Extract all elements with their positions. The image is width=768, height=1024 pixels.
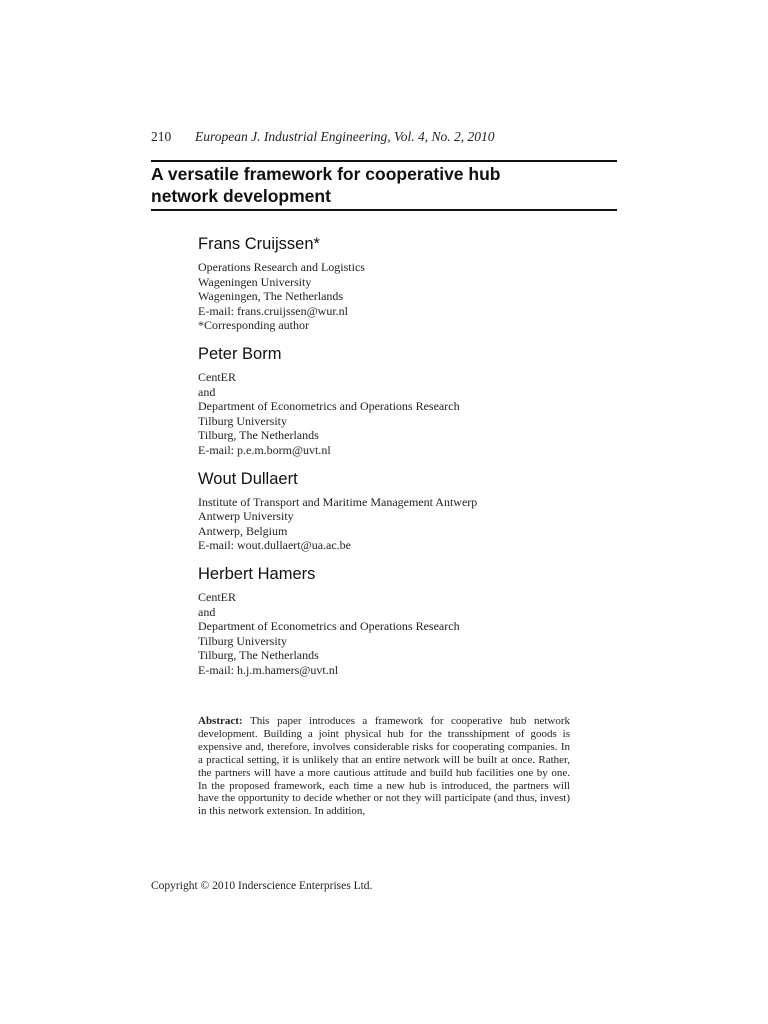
copyright-notice: Copyright © 2010 Inderscience Enterprises Ltd. xyxy=(151,880,373,892)
affiliation-line: and xyxy=(198,604,216,619)
author-block xyxy=(198,468,618,553)
abstract xyxy=(198,715,570,818)
author-name: Peter Borm xyxy=(198,344,282,363)
title-line-1: A versatile framework for cooperative hub xyxy=(151,164,501,184)
author-email: E-mail: h.j.m.hamers@uvt.nl xyxy=(198,662,339,677)
title-top-rule xyxy=(151,160,617,162)
affiliation-line: Operations Research and Logistics xyxy=(198,260,365,274)
author-email: E-mail: p.e.m.borm@uvt.nl xyxy=(198,442,331,457)
author-block xyxy=(198,233,618,333)
affiliation-line: Tilburg University xyxy=(198,633,288,648)
affiliation-line: CentER xyxy=(198,589,236,604)
journal-citation: European J. Industrial Engineering, Vol. 4, No. 2, 2010 xyxy=(195,129,495,144)
author-name: Herbert Hamers xyxy=(198,564,316,583)
affiliation-line: Antwerp, Belgium xyxy=(198,523,288,538)
page-number: 210 xyxy=(151,129,172,144)
affiliation-line: Department of Econometrics and Operations Research xyxy=(198,399,460,414)
affiliation-line: and xyxy=(198,384,216,399)
title-bottom-rule xyxy=(151,209,617,211)
author-name: Frans Cruijssen* xyxy=(198,235,320,253)
affiliation-line: Institute of Transport and Maritime Management Antwerp xyxy=(198,494,478,509)
author-email: E-mail: wout.dullaert@ua.ac.be xyxy=(198,538,351,553)
abstract-text: This paper introduces a framework for cooperative hub network development. Building a joint physical hub for the transshipment of goods is expensive and, therefore, involves considerable risks for cooperating companies. In a practical setting, it is unlikely that an entire network will be built at once. Rather, the partners will have a more cautious attitude and build hub facilities one by one. In the proposed framework, each time a new hub is introduced, the partners will have the opportunity to decide whether or not they will participate (and thus, invest) in this network extension. In addition, xyxy=(198,715,570,818)
affiliation-line: CentER xyxy=(198,369,236,384)
author-block xyxy=(198,343,618,458)
affiliation-line: Wageningen University xyxy=(198,274,312,289)
corresponding-author-note: *Corresponding author xyxy=(198,318,309,333)
abstract-label: Abstract: xyxy=(198,715,243,727)
author-name: Wout Dullaert xyxy=(198,469,298,488)
author-block xyxy=(198,563,618,678)
affiliation-line: Tilburg, The Netherlands xyxy=(198,428,319,443)
affiliation-line: Antwerp University xyxy=(198,509,294,524)
affiliation-line: Department of Econometrics and Operations Research xyxy=(198,619,460,634)
title-line-2: network development xyxy=(151,186,331,206)
author-list xyxy=(198,233,618,687)
affiliation-line: Tilburg, The Netherlands xyxy=(198,648,319,663)
paper-title xyxy=(151,163,617,207)
running-header xyxy=(151,129,621,145)
affiliation-line: Wageningen, The Netherlands xyxy=(198,289,344,304)
affiliation-line: Tilburg University xyxy=(198,413,288,428)
author-email: E-mail: frans.cruijssen@wur.nl xyxy=(198,303,349,318)
